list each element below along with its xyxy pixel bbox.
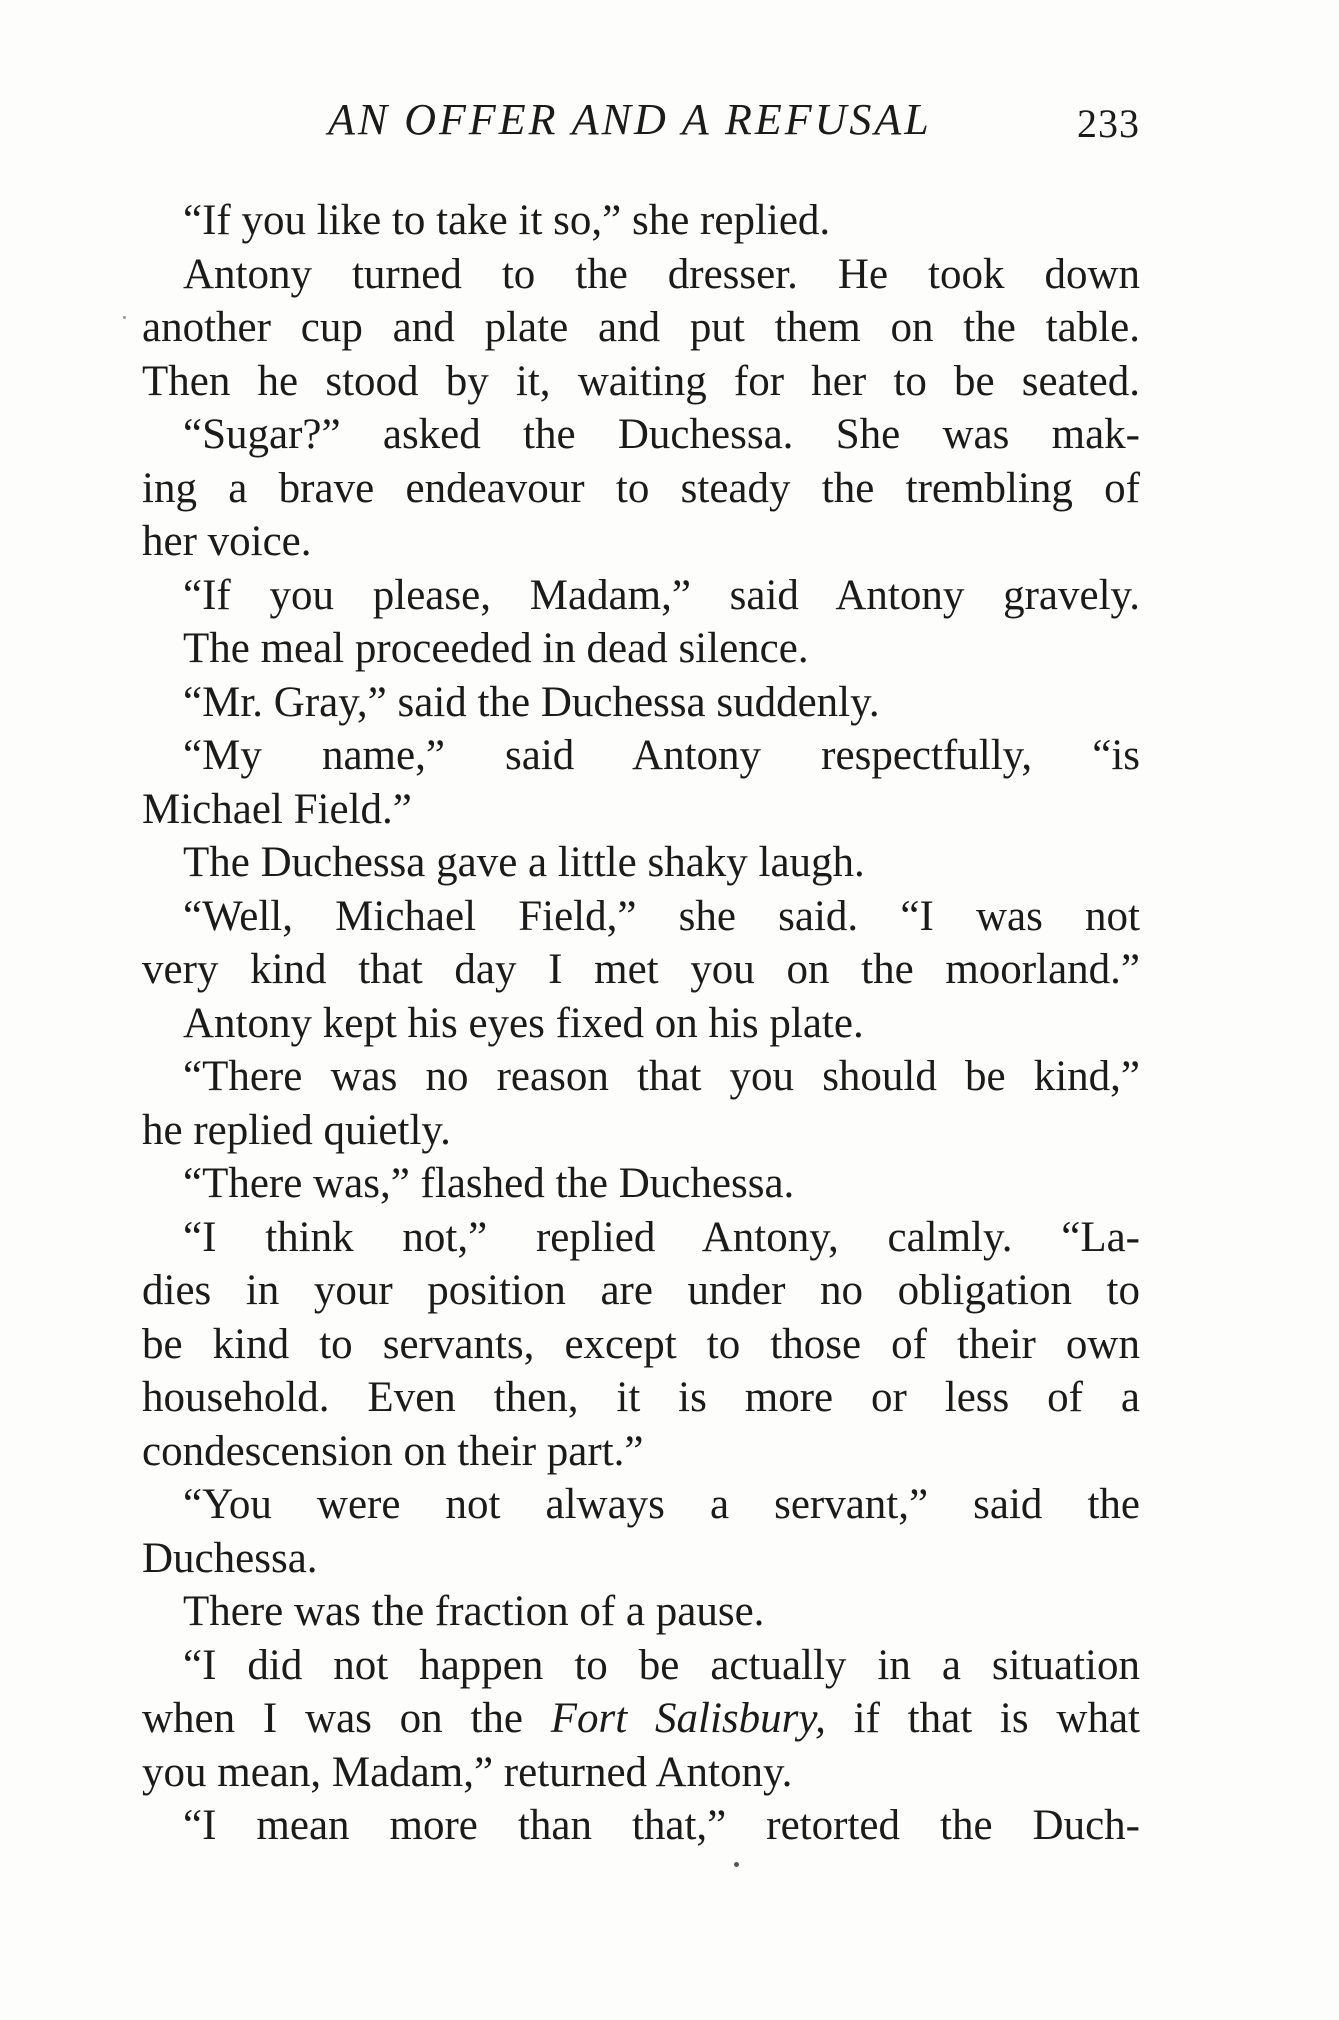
text-line: “I did not happen to be actually in a situation [183,1641,1140,1689]
italic-ship-name: Fort Salisbury, [550,1695,826,1742]
text-line: her voice. [142,518,312,565]
text-fragment: when I was on the [142,1695,551,1742]
text-fragment: if that is what [825,1695,1140,1742]
text-line: There was the fraction of a pause. [183,1588,765,1635]
text-line: The Duchessa gave a little shaky laugh. [183,839,865,886]
text-line: ing a brave endeavour to steady the trembling of [142,464,1140,512]
text-line: Antony turned to the dresser. He took down [183,250,1140,298]
text-line: “If you like to take it so,” she replied. [183,197,831,244]
text-line: “My name,” said Antony respectfully, “is [183,732,1140,779]
text-line: dies in your position are under no obligation to [142,1267,1140,1314]
text-line-with-italic [142,1692,1140,1746]
text-line: he replied quietly. [142,1106,451,1154]
print-speck [734,1862,739,1867]
body-text [142,194,1140,1853]
text-line: “If you please, Madam,” said Antony gravely. [183,571,1140,619]
text-line: “Sugar?” asked the Duchessa. She was mak- [183,411,1140,458]
text-line: “Mr. Gray,” said the Duchessa suddenly. [183,678,880,726]
text-line: “There was,” flashed the Duchessa. [183,1160,795,1207]
text-line: Michael Field.” [142,785,412,833]
page-header [140,94,1140,154]
text-line: Then he stood by it, waiting for her to be seated. [142,357,1140,405]
text-line: “You were not always a servant,” said the [183,1481,1140,1528]
text-line: Duchessa. [142,1534,318,1582]
text-line: household. Even then, it is more or less of a [142,1374,1140,1421]
text-line: “I think not,” replied Antony, calmly. “La- [183,1213,1140,1261]
text-line: be kind to servants, except to those of their own [142,1320,1140,1368]
text-line: very kind that day I met you on the moorland.” [142,946,1140,993]
print-speck [123,316,126,319]
text-line: another cup and plate and put them on the table. [142,304,1140,351]
running-head: AN OFFER AND A REFUSAL [328,95,932,144]
text-line: The meal proceeded in dead silence. [183,625,809,672]
page-number: 233 [1077,101,1140,146]
text-line: “I mean more than that,” retorted the Duch- [183,1802,1140,1849]
text-line: you mean, Madam,” returned Antony. [142,1748,793,1796]
text-line: “Well, Michael Field,” she said. “I was not [183,892,1140,940]
text-line: Antony kept his eyes fixed on his plate. [183,999,864,1047]
text-line: condescension on their part.” [142,1427,644,1475]
text-line: “There was no reason that you should be kind,” [183,1053,1140,1100]
